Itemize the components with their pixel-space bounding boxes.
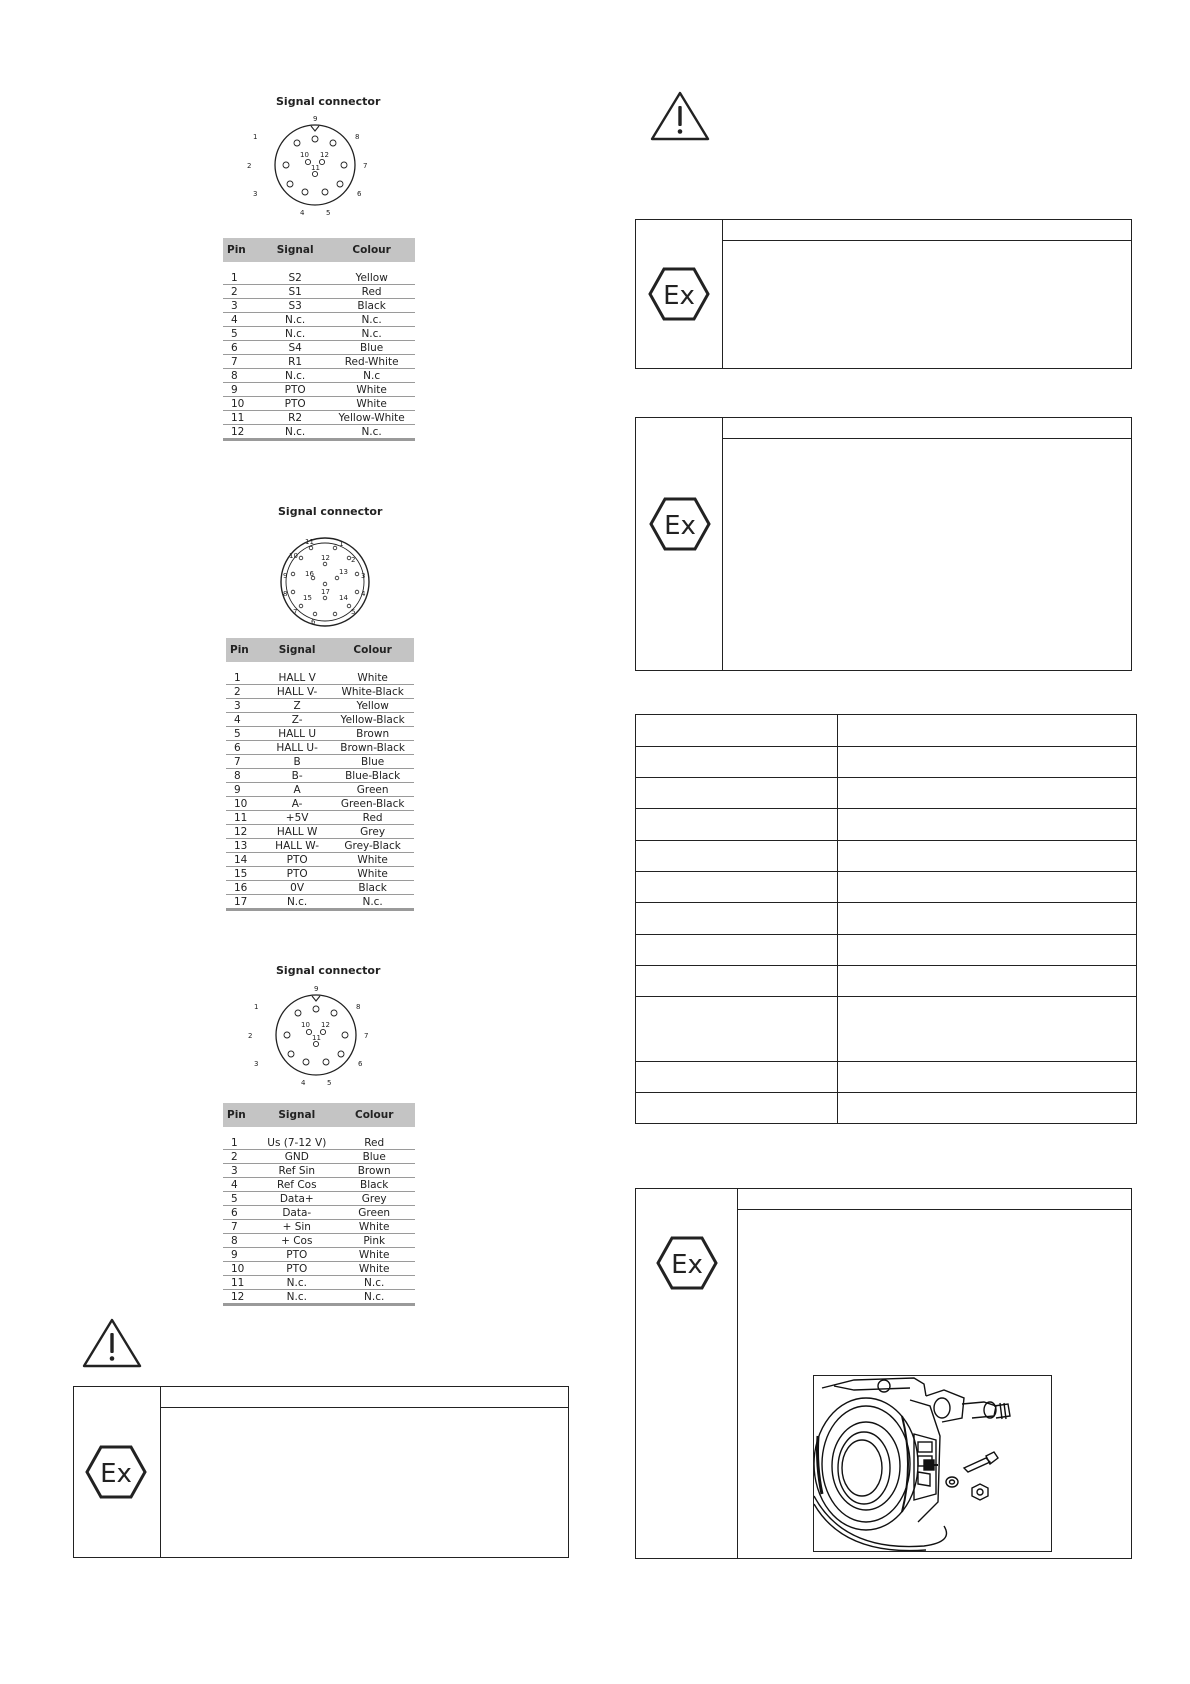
cell-signal: Ref Cos [260,1178,333,1192]
table-cell [636,841,838,872]
table-row [226,881,414,895]
table-row [226,713,414,727]
warning-triangle-icon [81,1317,143,1369]
table-cell [636,715,838,747]
cell-signal: B- [263,769,331,783]
cell-colour: White [333,1262,415,1276]
table-row [226,741,414,755]
table-row [636,809,1137,841]
cell-pin: 10 [226,797,263,811]
cell-pin: 12 [223,1290,260,1305]
cell-pin: 4 [226,713,263,727]
cell-pin: 5 [226,727,263,741]
header-colour: Colour [331,638,414,662]
table-row [226,755,414,769]
cell-colour: Pink [333,1234,415,1248]
cell-signal: + Sin [260,1220,333,1234]
atex-icon-cell [74,1387,161,1557]
atex-ex-icon [648,267,710,321]
cell-signal: N.c. [262,369,328,383]
cell-signal: N.c. [263,895,331,910]
cell-signal: HALL U- [263,741,331,755]
connector-diagram-17-pin [277,534,373,630]
cell-pin: 1 [223,271,262,285]
table-spacer [223,262,415,271]
pin-label: 4 [361,590,366,598]
pin-label: 4 [301,1079,306,1087]
pin-table [223,1103,415,1306]
table-cell [636,1093,838,1124]
cell-colour: White [333,1248,415,1262]
cell-pin: 11 [223,1276,260,1290]
cell-signal: N.c. [262,313,328,327]
connector-title: Signal connector [276,964,381,977]
cell-colour: Brown-Black [331,741,414,755]
table-cell [636,966,838,997]
pin-table [223,238,415,441]
table-row [226,811,414,825]
table-cell [838,872,1137,903]
cell-colour: Green [331,783,414,797]
pin-label: 17 [321,588,330,596]
cell-signal: S2 [262,271,328,285]
specification-table [635,714,1137,1124]
table-row [636,715,1137,747]
cell-colour: Black [328,299,415,313]
cell-pin: 7 [226,755,263,769]
table-row [223,1206,415,1220]
cell-signal: HALL U [263,727,331,741]
table-row [223,1290,415,1305]
pin-label: 12 [321,1021,330,1029]
pin-label: 5 [351,608,356,616]
pin-label: 3 [361,572,366,580]
table-row [223,285,415,299]
cell-colour: Grey [333,1192,415,1206]
cell-signal: B [263,755,331,769]
pin-label: 12 [321,554,330,562]
table-row [636,778,1137,809]
pin-label: 5 [327,1079,332,1087]
connector-diagram-12-pin [247,112,375,222]
table-row [226,797,414,811]
cell-pin: 9 [226,783,263,797]
ex-symbol: Ex [664,511,696,541]
pin-label: 5 [326,209,331,217]
cell-signal: N.c. [262,327,328,341]
table-row [636,872,1137,903]
cell-colour: N.c. [328,425,415,440]
pin-table-header [223,1103,415,1127]
table-cell [636,1062,838,1093]
cell-colour: Blue-Black [331,769,414,783]
cell-colour: Brown [333,1164,415,1178]
pump-illustration [813,1375,1052,1552]
cell-signal: R2 [262,411,328,425]
cell-colour: Blue [331,755,414,769]
cell-pin: 12 [226,825,263,839]
cell-signal: S3 [262,299,328,313]
table-row [636,935,1137,966]
table-cell [838,841,1137,872]
cell-colour: Red-White [328,355,415,369]
table-row [223,1150,415,1164]
table-row [636,747,1137,778]
connector-title: Signal connector [278,505,383,518]
table-row [226,783,414,797]
pin-label: 2 [351,556,356,564]
table-row [223,425,415,440]
cell-colour: N.c. [328,327,415,341]
table-row [226,839,414,853]
pin-label: 1 [254,1003,259,1011]
pin-label: 11 [305,538,314,546]
atex-notice-header [737,1189,1131,1210]
cell-signal: GND [260,1150,333,1164]
cell-colour: N.c [328,369,415,383]
table-row [226,853,414,867]
pin-label: 12 [320,151,329,159]
cell-colour: Black [331,881,414,895]
pin-label: 8 [355,133,360,141]
table-cell [636,935,838,966]
pin-label: 16 [305,570,314,578]
pin-label: 8 [283,590,288,598]
cell-pin: 1 [223,1136,260,1150]
cell-pin: 9 [223,383,262,397]
cell-pin: 4 [223,1178,260,1192]
cell-colour: Green [333,1206,415,1220]
table-cell [838,903,1137,935]
atex-ex-icon [85,1445,147,1499]
cell-pin: 10 [223,397,262,411]
cell-pin: 9 [223,1248,260,1262]
cell-colour: White [333,1220,415,1234]
cell-colour: Green-Black [331,797,414,811]
cell-colour: White [331,867,414,881]
table-row [226,671,414,685]
pin-label: 6 [311,618,316,626]
table-cell [838,997,1137,1062]
cell-pin: 2 [226,685,263,699]
table-cell [636,903,838,935]
cell-pin: 7 [223,355,262,369]
header-signal: Signal [262,238,328,262]
cell-pin: 13 [226,839,263,853]
cell-colour: Blue [333,1150,415,1164]
cell-pin: 7 [223,1220,260,1234]
cell-colour: White [328,383,415,397]
cell-colour: White [328,397,415,411]
atex-ex-icon [656,1236,718,1290]
cell-colour: N.c. [333,1276,415,1290]
cell-signal: N.c. [260,1290,333,1305]
table-spacer [223,1127,415,1136]
atex-notice-box [635,219,1132,369]
cell-pin: 6 [223,1206,260,1220]
cell-colour: Grey [331,825,414,839]
header-colour: Colour [328,238,415,262]
cell-pin: 5 [223,1192,260,1206]
cell-signal: N.c. [260,1276,333,1290]
cell-signal: Ref Sin [260,1164,333,1178]
cell-pin: 11 [223,411,262,425]
table-row [223,1262,415,1276]
cell-colour: Grey-Black [331,839,414,853]
pin-label: 7 [363,162,368,170]
warning-triangle-icon [649,90,711,142]
pin-label: 3 [253,190,258,198]
table-row [226,699,414,713]
cell-signal: S4 [262,341,328,355]
cell-signal: HALL W- [263,839,331,853]
cell-pin: 8 [226,769,263,783]
cell-pin: 3 [226,699,263,713]
cell-signal: Z [263,699,331,713]
cell-signal: HALL W [263,825,331,839]
pin-label: 2 [248,1032,253,1040]
table-row [226,727,414,741]
atex-ex-icon [649,497,711,551]
table-cell [838,1062,1137,1093]
cell-pin: 4 [223,313,262,327]
cell-signal: 0V [263,881,331,895]
table-row [223,1164,415,1178]
table-cell [838,809,1137,841]
cell-colour: White [331,671,414,685]
table-row [223,313,415,327]
cell-pin: 17 [226,895,263,910]
cell-signal: HALL V- [263,685,331,699]
table-cell [838,747,1137,778]
ex-symbol: Ex [663,281,695,311]
cell-colour: Brown [331,727,414,741]
table-cell [838,966,1137,997]
cell-colour: White-Black [331,685,414,699]
cell-signal: Us (7-12 V) [260,1136,333,1150]
atex-notice-header [722,418,1131,439]
table-row [226,867,414,881]
connector-title: Signal connector [276,95,381,108]
table-row [226,825,414,839]
table-row [223,383,415,397]
ex-symbol: Ex [671,1250,703,1280]
cell-pin: 3 [223,299,262,313]
table-row [223,369,415,383]
pump-assembly-drawing [814,1376,1051,1551]
header-pin: Pin [223,1103,260,1127]
table-row [226,685,414,699]
header-pin: Pin [226,638,263,662]
cell-signal: PTO [262,397,328,411]
cell-colour: Yellow [331,699,414,713]
cell-signal: R1 [262,355,328,369]
table-cell [838,778,1137,809]
atex-icon-cell [636,418,723,670]
ex-symbol: Ex [100,1459,132,1489]
cell-colour: N.c. [328,313,415,327]
table-row [223,411,415,425]
pin-label: 11 [311,164,320,172]
header-pin: Pin [223,238,262,262]
atex-icon-cell [636,220,723,368]
cell-pin: 3 [223,1164,260,1178]
pin-label: 6 [358,1060,363,1068]
cell-colour: Yellow [328,271,415,285]
table-spacer [226,662,414,671]
pin-label: 14 [339,594,348,602]
table-row [223,1192,415,1206]
cell-pin: 6 [226,741,263,755]
cell-signal: Data+ [260,1192,333,1206]
cell-pin: 2 [223,285,262,299]
cell-signal: + Cos [260,1234,333,1248]
table-cell [838,715,1137,747]
cell-pin: 15 [226,867,263,881]
pin-table [226,638,414,911]
pin-label: 7 [293,608,298,616]
table-cell [636,747,838,778]
pin-label: 15 [303,594,312,602]
header-signal: Signal [260,1103,333,1127]
cell-pin: 6 [223,341,262,355]
cell-colour: Blue [328,341,415,355]
pin-label: 8 [356,1003,361,1011]
cell-pin: 1 [226,671,263,685]
cell-pin: 2 [223,1150,260,1164]
cell-colour: N.c. [333,1290,415,1305]
pin-label: 1 [339,540,344,548]
cell-signal: A- [263,797,331,811]
table-row [223,355,415,369]
cell-colour: Red [328,285,415,299]
table-row [223,341,415,355]
cell-signal: N.c. [262,425,328,440]
pin-label: 7 [364,1032,369,1040]
cell-signal: PTO [260,1248,333,1262]
cell-signal: Data- [260,1206,333,1220]
table-cell [636,997,838,1062]
pin-label: 3 [254,1060,259,1068]
cell-signal: +5V [263,811,331,825]
pin-label: 9 [313,115,318,123]
pin-label: 13 [339,568,348,576]
cell-signal: Z- [263,713,331,727]
table-row [636,903,1137,935]
pin-table-header [223,238,415,262]
table-row [636,966,1137,997]
table-row [226,895,414,910]
cell-pin: 5 [223,327,262,341]
cell-pin: 16 [226,881,263,895]
table-row [636,841,1137,872]
table-row [636,1062,1137,1093]
atex-notice-header [722,220,1131,241]
cell-pin: 8 [223,1234,260,1248]
cell-colour: N.c. [331,895,414,910]
atex-notice-box [635,417,1132,671]
table-row [223,271,415,285]
atex-icon-cell [636,1189,738,1558]
pin-table-header [226,638,414,662]
pin-label: 1 [253,133,258,141]
connector-diagram-12-pin [248,982,376,1092]
table-row [226,769,414,783]
table-cell [838,935,1137,966]
table-row [223,1234,415,1248]
cell-pin: 12 [223,425,262,440]
table-row [636,1093,1137,1124]
cell-signal: PTO [263,853,331,867]
table-row [636,997,1137,1062]
table-cell [636,809,838,841]
table-row [223,1220,415,1234]
pin-label: 9 [283,572,288,580]
cell-colour: White [331,853,414,867]
cell-signal: HALL V [263,671,331,685]
header-colour: Colour [333,1103,415,1127]
table-row [223,299,415,313]
table-row [223,1248,415,1262]
pin-label: 6 [357,190,362,198]
pin-label: 10 [300,151,309,159]
cell-signal: PTO [263,867,331,881]
cell-pin: 8 [223,369,262,383]
table-row [223,1136,415,1150]
table-row [223,397,415,411]
pin-label: 10 [289,552,298,560]
header-signal: Signal [263,638,331,662]
table-row [223,1178,415,1192]
cell-pin: 11 [226,811,263,825]
table-cell [636,778,838,809]
table-row [223,327,415,341]
cell-pin: 14 [226,853,263,867]
cell-signal: S1 [262,285,328,299]
cell-signal: PTO [262,383,328,397]
pin-label: 2 [247,162,252,170]
cell-pin: 10 [223,1262,260,1276]
table-cell [636,872,838,903]
pin-label: 11 [312,1034,321,1042]
cell-colour: Red [333,1136,415,1150]
cell-colour: Yellow-Black [331,713,414,727]
atex-notice-box [73,1386,569,1558]
table-row [223,1276,415,1290]
pin-label: 10 [301,1021,310,1029]
cell-signal: A [263,783,331,797]
atex-notice-box [635,1188,1132,1559]
cell-colour: Yellow-White [328,411,415,425]
table-cell [838,1093,1137,1124]
cell-colour: Red [331,811,414,825]
pin-label: 4 [300,209,305,217]
pin-label: 9 [314,985,319,993]
cell-colour: Black [333,1178,415,1192]
cell-signal: PTO [260,1262,333,1276]
atex-notice-header [160,1387,568,1408]
